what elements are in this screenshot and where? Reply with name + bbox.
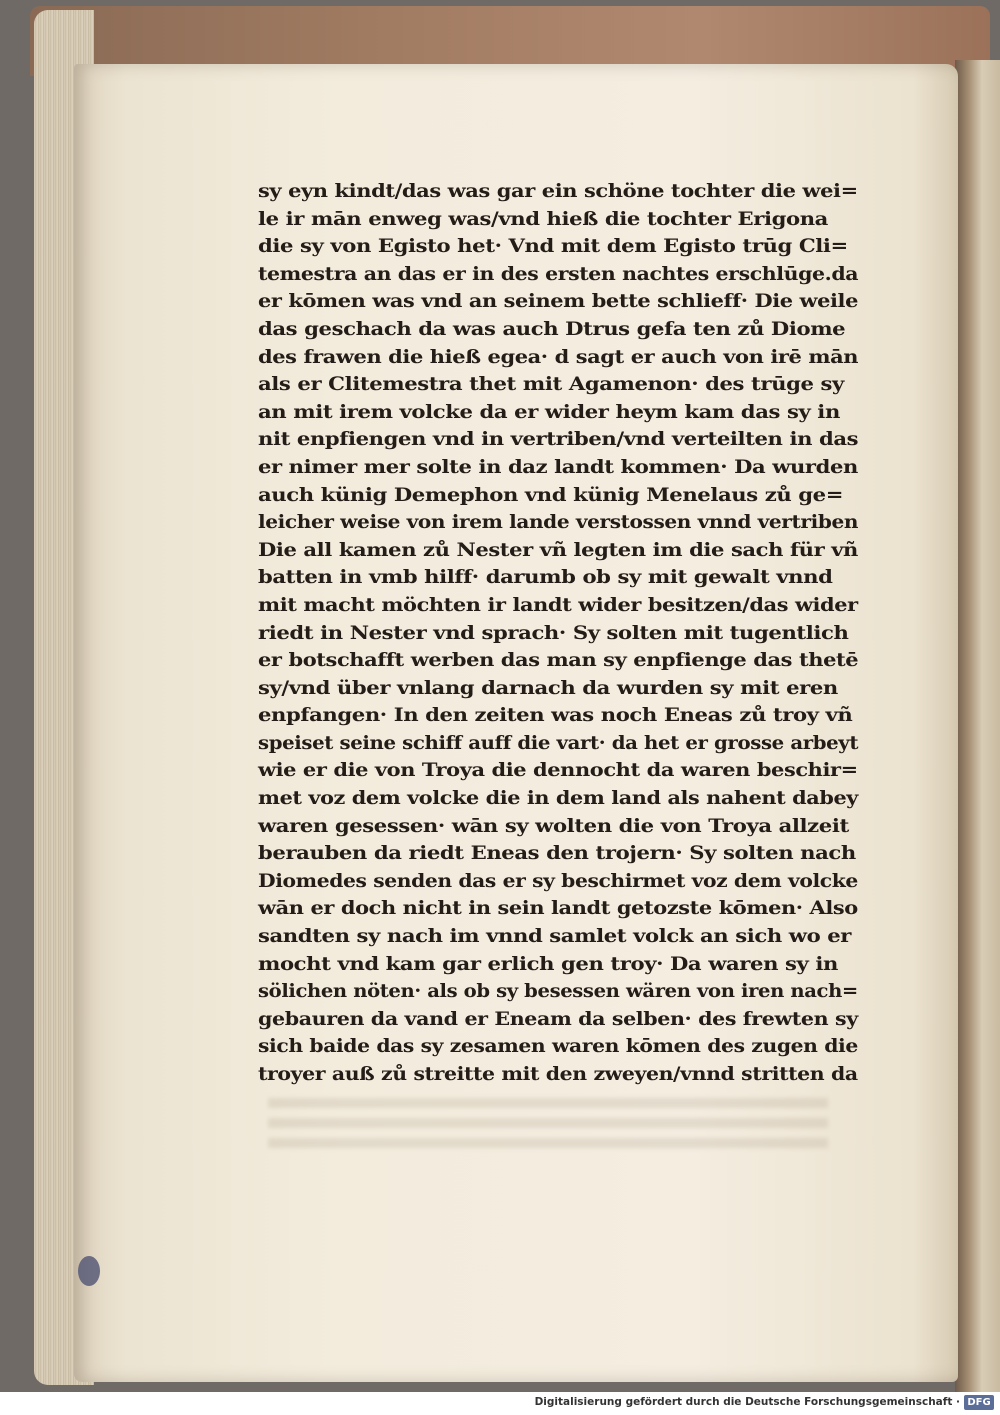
text-line: sandten sy nach im vnnd samlet volck an sich wo er bbox=[258, 926, 852, 948]
text-line: als er Clitemestra thet mit Agamenon· des trūge sy bbox=[258, 374, 844, 396]
text-line: er kōmen was vnd an seinem bette schlieff· Die weile bbox=[258, 291, 858, 313]
text-line: wie er die von Troya die dennocht da waren beschir= bbox=[258, 760, 858, 782]
text-line: Diomedes senden das er sy beschirmet voz dem volcke bbox=[258, 870, 858, 892]
text-line: das geschach da was auch Dtrus gefa ten zů Diome bbox=[258, 318, 846, 340]
text-line: sy/vnd über vnlang darnach da wurden sy mit eren bbox=[258, 677, 838, 699]
text-line: waren gesessen· wān sy wolten die von Troya allzeit bbox=[258, 815, 849, 837]
text-line: wān er doch nicht in sein landt getozste kōmen· Also bbox=[258, 898, 858, 920]
show-through-text bbox=[268, 1098, 828, 1158]
text-line: troyer auß zů streitte mit den zweyen/vnnd stritten da bbox=[258, 1064, 858, 1085]
text-line: sölichen nöten· als ob sy besessen wären von iren nach= bbox=[258, 981, 858, 1003]
text-line: berauben da riedt Eneas den trojern· Sy solten nach bbox=[258, 843, 856, 865]
text-line: met voz dem volcke die in dem land als nahent dabey bbox=[258, 788, 858, 810]
text-line: sy eyn kindt/das was gar ein schöne tochter die wei= bbox=[258, 181, 858, 202]
book-gutter bbox=[955, 60, 1000, 1392]
text-line: gebauren da vand er Eneam da selben· des frewten sy bbox=[258, 1008, 858, 1030]
text-line: le ir mān enweg was/vnd hieß die tochter Erigona bbox=[258, 208, 828, 230]
finger-mark bbox=[78, 1256, 100, 1286]
text-line: des frawen die hieß egea· d sagt er auch von irē mān bbox=[258, 346, 859, 368]
text-line: riedt in Nester vnd sprach· Sy solten mit tugentlich bbox=[258, 622, 849, 644]
text-line: mit macht möchten ir landt wider besitzen/das wider bbox=[258, 594, 858, 616]
text-line: die sy von Egisto het· Vnd mit dem Egisto trūg Cli= bbox=[258, 236, 848, 258]
text-line: speiset seine schiff auff die vart· da het er grosse arbeyt bbox=[258, 732, 859, 754]
text-line: temestra an das er in des ersten nachtes erschlūge.da bbox=[258, 263, 859, 285]
text-line: er nimer mer solte in daz landt kommen· Da wurden bbox=[258, 456, 858, 478]
footer-bar bbox=[0, 1392, 1000, 1415]
text-line: leicher weise von irem lande verstossen vnnd vertriben bbox=[258, 512, 859, 534]
text-line: Die all kamen zů Nester vñ legten im die sach für vñ bbox=[258, 539, 858, 561]
text-line: mocht vnd kam gar erlich gen troy· Da waren sy in bbox=[258, 953, 838, 975]
text-line: er botschafft werben das man sy enpfienge das thetē bbox=[258, 650, 859, 672]
text-line: nit enpfiengen vnd in vertriben/vnd verteilten in das bbox=[258, 429, 859, 451]
blackletter-text-block bbox=[258, 178, 858, 1089]
dfg-logo-icon: DFG bbox=[964, 1395, 994, 1410]
text-line: batten in vmb hilff· darumb ob sy mit gewalt vnnd bbox=[258, 567, 833, 589]
text-line: an mit irem volcke da er wider heym kam das sy in bbox=[258, 401, 840, 423]
text-line: auch künig Demephon vnd künig Menelaus zů ge= bbox=[258, 484, 844, 506]
funding-credit: Digitalisierung gefördert durch die Deutsche Forschungsgemeinschaft · bbox=[534, 1396, 960, 1408]
text-line: enpfangen· In den zeiten was noch Eneas zů troy vñ bbox=[258, 705, 853, 727]
text-line: sich baide das sy zesamen waren kōmen des zugen die bbox=[258, 1036, 858, 1058]
